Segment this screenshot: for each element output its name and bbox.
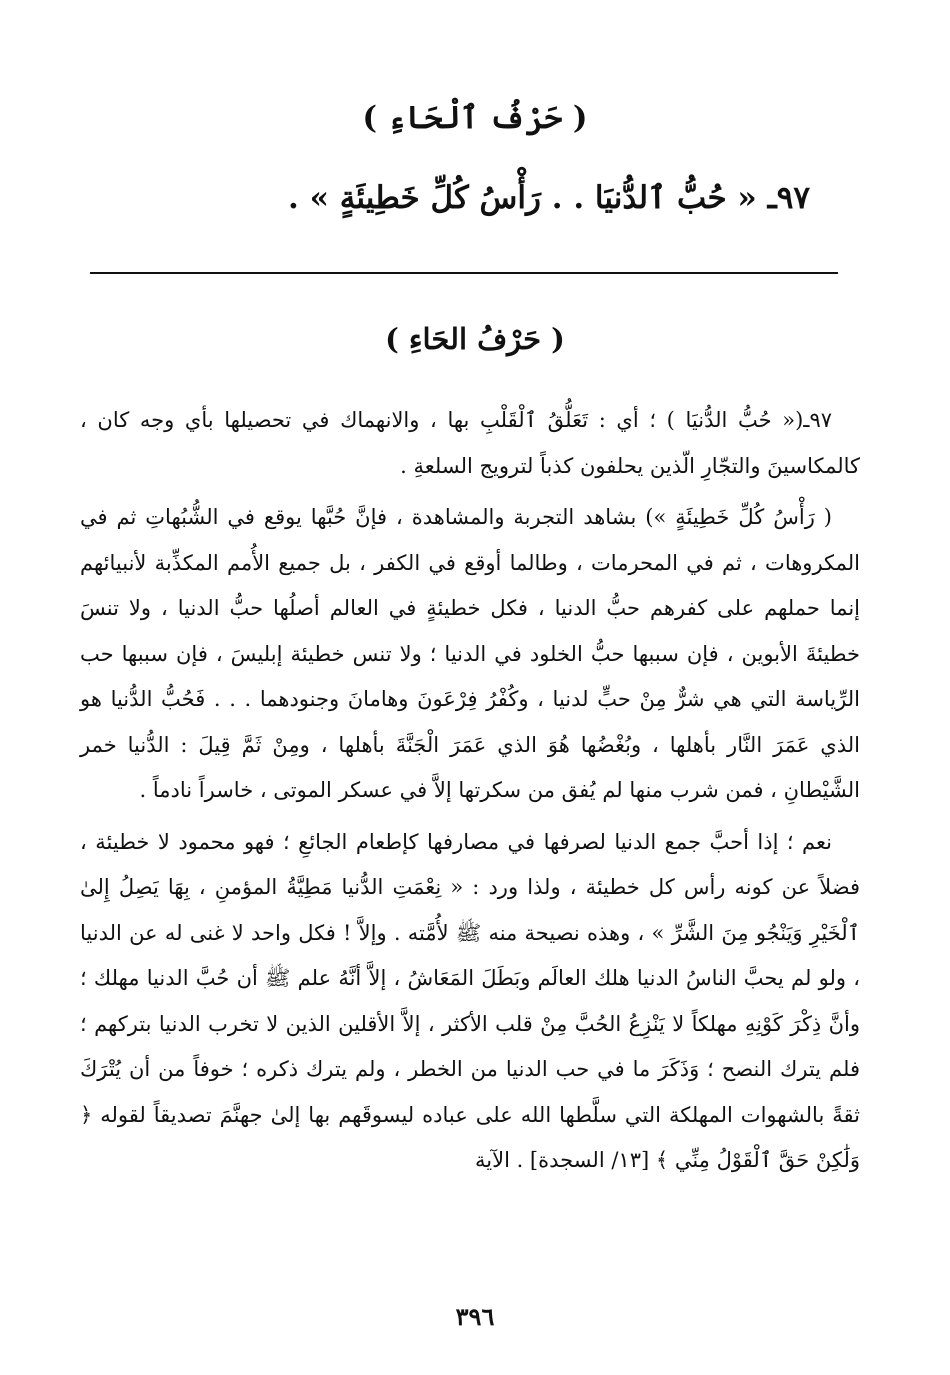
commentary-heading: ( حَرْفُ الحَاءِ ) [385,322,565,356]
commentary-paragraph: ٩٧ـ(« حُبُّ الدُّنيَا ) ؛ أي : تَعَلُّقُ ٱلْقَلْبِ بها ، والانهماك في تحصيلها بأي وجه كان ، كالمكاسينَ والتجّارِ الّذين يحلفون كذباً لترويج السلعةِ . [80,408,860,478]
commentary-paragraph: نعم ؛ إذا أحبَّ جمع الدنيا لصرفها في مصارفها كإطعام الجائعِ ؛ فهو محمود لا خطيئة ، فضلاً عن كونه رأس كل خطيئة ، ولذا ورد : « نِعْمَتِ الدُّنيا مَطِيَّةُ المؤمنِ ، بِهَا يَصِلُ إِلىٰ ٱلْخَيْرِ وَيَنْجُو مِنَ الشَّرِّ » ، وهذه نصيحة منه ﷺ لأُمَّته . وإلاَّ ! فكل واحد لا غنى له عن الدنيا ، ولو لم يحبَّ الناسُ الدنيا هلك العالَم وبَطَلَ المَعَاشُ ، إلاَّ أنَّهُ علم ﷺ أن حُبَّ الدنيا مهلك ؛ وأنَّ ذِكْرَ كَوْنِهِ مهلكاً لا يَنْزِعُ الحُبَّ مِنْ قلب الأكثر ، إلاَّ الأقلين الذين لا تخرب الدنيا بتركهم ؛ فلم يترك النصح ؛ وَذَكَرَ ما في حب الدنيا من الخطر ، ولم يترك ذكره ؛ خوفاً من أن يُتْرَكَ ثقةً بالشهوات المهلكة التي سلَّطها الله على عباده ليسوقَهم بها إلىٰ جهنَّمَ تصديقاً لقوله ﴿ وَلَٰكِنْ حَقَّ ٱلْقَوْلُ مِنِّي ﴾ [١٣/ السجدة] . الآية [80,829,860,1172]
chapter-heading: ( حَرْفُ ٱلْحَاءِ ) [362,100,588,136]
commentary-paragraph: ( رَأْسُ كُلِّ خَطِيئَةٍ ») بشاهد التجربة والمشاهدة ، فإنَّ حُبَّها يوقع في الشُّبُهاتِ ثم في المكروهات ، ثم في المحرمات ، وطالما أوقع في الكفر ، بل جميع الأُمم المكذِّبة لأنبيائهم إنما حملهم على كفرهم حبُّ الدنيا ، فكل خطيئةٍ في العالم أصلُها حبُّ الدنيا ، ولا تنسَ خطيئةَ الأبوين ، فإن سببها حبُّ الخلود في الدنيا ؛ ولا تنس خطيئة إبليسَ ، فإن سببها حب الرِّياسة التي هي شرٌّ مِنْ حبٍّ لدنيا ، وكُفْرُ فِرْعَونَ وهامانَ وجنودهما . . . فَحُبُّ الدُّنيا هو الذي عَمَرَ النَّار بأهلها ، وبُغْضُها هُوَ الذي عَمَرَ الْجَنَّةَ بأهلها ، ومِنْ ثَمَّ قِيلَ : الدُّنيا خمر الشَّيْطانِ ، فمن شرب منها لم يُفق من سكرتها إلاَّ في عسكر الموتى ، خاسراً نادماً . [80,505,860,802]
commentary-body [80,398,860,1184]
hadith-text: ٩٧ـ « حُبُّ ٱلدُّنيَا . . رَأْسُ كُلِّ خَطِيئَةٍ » . [288,180,810,216]
separator-line [90,272,838,274]
page-number: ٣٩٦ [455,1302,495,1331]
